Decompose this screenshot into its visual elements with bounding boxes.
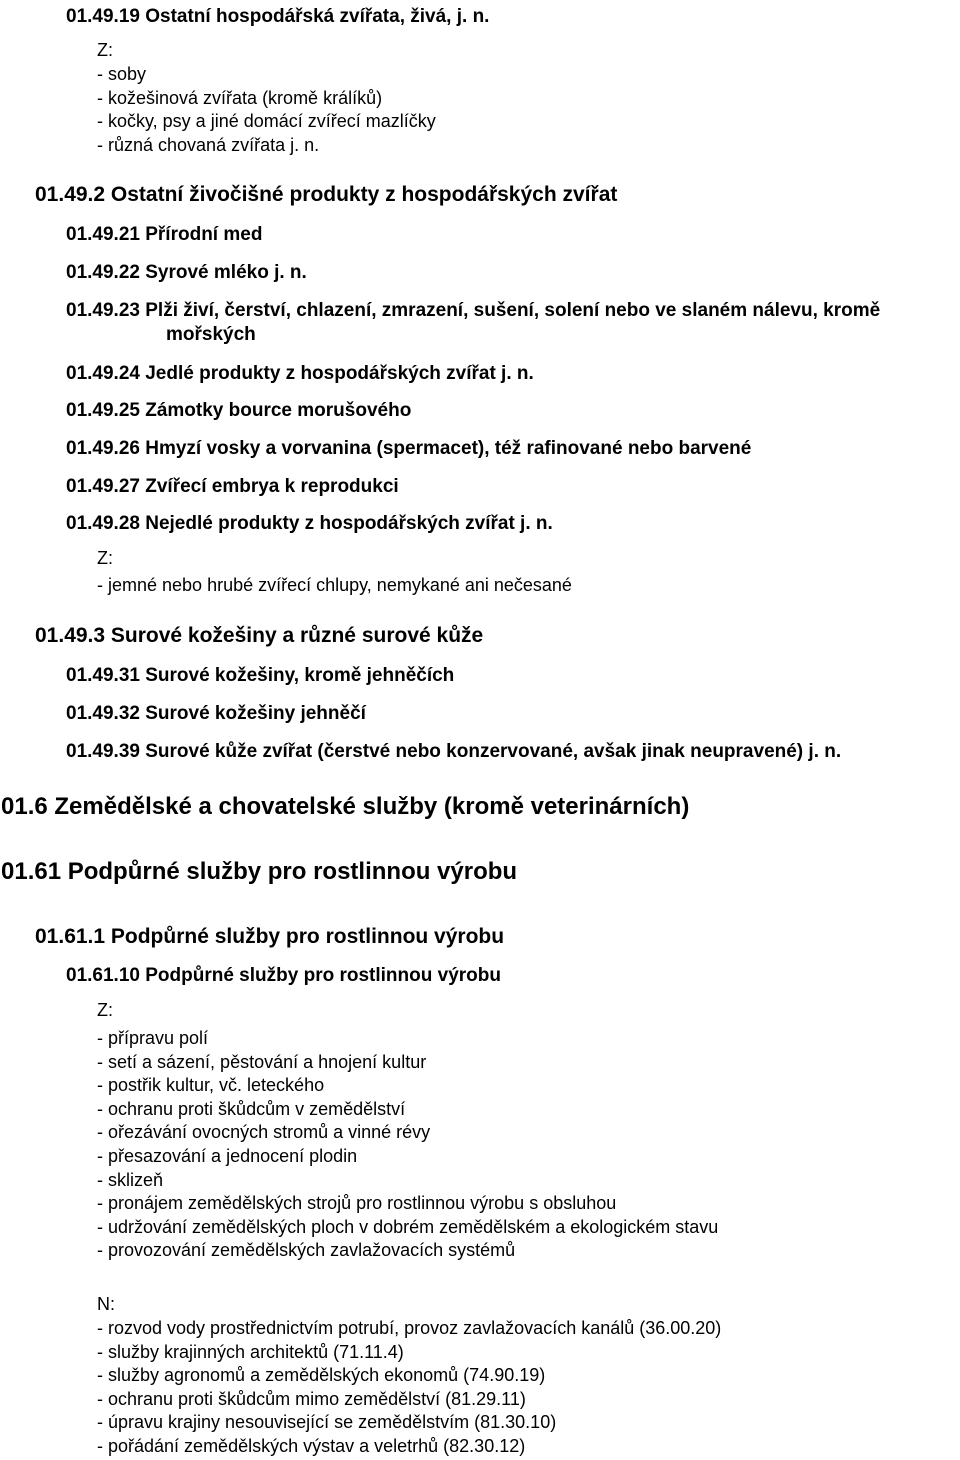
list-item: - sklizeň [97, 1169, 164, 1190]
list-item: - ochranu proti škůdcům mimo zemědělství (81.29.11) [97, 1388, 526, 1409]
heading-01-49-24: 01.49.24 Jedlé produkty z hospodářských zvířat j. n. [66, 363, 534, 384]
heading-01-49-3: 01.49.3 Surové kožešiny a různé surové kůže [35, 624, 484, 647]
list-item: - kožešinová zvířata (kromě králíků) [97, 87, 383, 108]
list-item: - rozvod vody prostřednictvím potrubí, provoz zavlažovacích kanálů (36.00.20) [97, 1318, 722, 1338]
heading-01-49-21: 01.49.21 Přírodní med [66, 224, 263, 245]
list-item: - pronájem zemědělských strojů pro rostlinnou výrobu s obsluhou [97, 1193, 617, 1214]
list-item: - udržování zemědělských ploch v dobrém zemědělském a ekologickém stavu [97, 1216, 719, 1237]
heading-01-61: 01.61 Podpůrné služby pro rostlinnou výrobu [1, 858, 518, 885]
list-item: - přípravu polí [97, 1028, 209, 1048]
list-item: - kočky, psy a jiné domácí zvířecí mazlíčky [97, 111, 436, 132]
list-item: - setí a sázení, pěstování a hnojení kultur [97, 1051, 427, 1072]
list-item: - ořezávání ovocných stromů a vinné révy [97, 1122, 431, 1143]
heading-01-49-23: 01.49.23 Plži živí, čerství, chlazení, zmrazení, sušení, solení nebo ve slaném nálevu, kromě [66, 300, 881, 321]
z-label: Z: [97, 40, 113, 60]
list-item: - jemné nebo hrubé zvířecí chlupy, nemykané ani nečesané [97, 575, 572, 595]
n-label: N: [97, 1294, 115, 1314]
z-label: Z: [97, 1000, 113, 1020]
list-item: - přesazování a jednocení plodin [97, 1145, 358, 1166]
heading-01-49-27: 01.49.27 Zvířecí embrya k reprodukci [66, 476, 399, 497]
heading-01-49-32: 01.49.32 Surové kožešiny jehněčí [66, 703, 366, 724]
heading-01-49-25: 01.49.25 Zámotky bource morušového [66, 400, 412, 421]
heading-01-49-26: 01.49.26 Hmyzí vosky a vorvanina (spermacet), též rafinované nebo barvené [66, 438, 752, 459]
heading-01-49-31: 01.49.31 Surové kožešiny, kromě jehněčích [66, 665, 455, 686]
heading-01-61-1: 01.61.1 Podpůrné služby pro rostlinnou výrobu [35, 925, 505, 948]
list-item: - různá chovaná zvířata j. n. [97, 134, 320, 155]
heading-01-61-10: 01.61.10 Podpůrné služby pro rostlinnou výrobu [66, 965, 501, 986]
heading-01-49-19: 01.49.19 Ostatní hospodářská zvířata, živá, j. n. [66, 6, 490, 27]
heading-01-49-2: 01.49.2 Ostatní živočišné produkty z hospodářských zvířat [35, 183, 618, 206]
list-item: - soby [97, 64, 147, 84]
list-item: - služby krajinných architektů (71.11.4) [97, 1341, 404, 1362]
list-item: - ochranu proti škůdcům v zemědělství [97, 1098, 406, 1119]
list-item: - pořádání zemědělských výstav a veletrhů (82.30.12) [97, 1435, 526, 1456]
list-item: - provozování zemědělských zavlažovacích systémů [97, 1240, 516, 1261]
list-item: - úpravu krajiny nesouvisející se zemědělstvím (81.30.10) [97, 1412, 557, 1433]
list-item: - postřik kultur, vč. leteckého [97, 1075, 325, 1096]
z-label: Z: [97, 548, 113, 568]
included-list [97, 1027, 718, 1263]
heading-01-49-39: 01.49.39 Surové kůže zvířat (čerstvé nebo konzervované, avšak jinak neupravené) j. n. [66, 741, 842, 762]
heading-01-6: 01.6 Zemědělské a chovatelské služby (kromě veterinárních) [1, 793, 690, 820]
heading-01-49-22: 01.49.22 Syrové mléko j. n. [66, 262, 307, 283]
list-item: - služby agronomů a zemědělských ekonomů (74.90.19) [97, 1365, 546, 1386]
heading-01-49-28: 01.49.28 Nejedlé produkty z hospodářských zvířat j. n. [66, 513, 553, 534]
excluded-list [97, 1317, 721, 1459]
heading-01-49-23-continued: mořských [166, 324, 256, 345]
included-list [97, 63, 436, 157]
